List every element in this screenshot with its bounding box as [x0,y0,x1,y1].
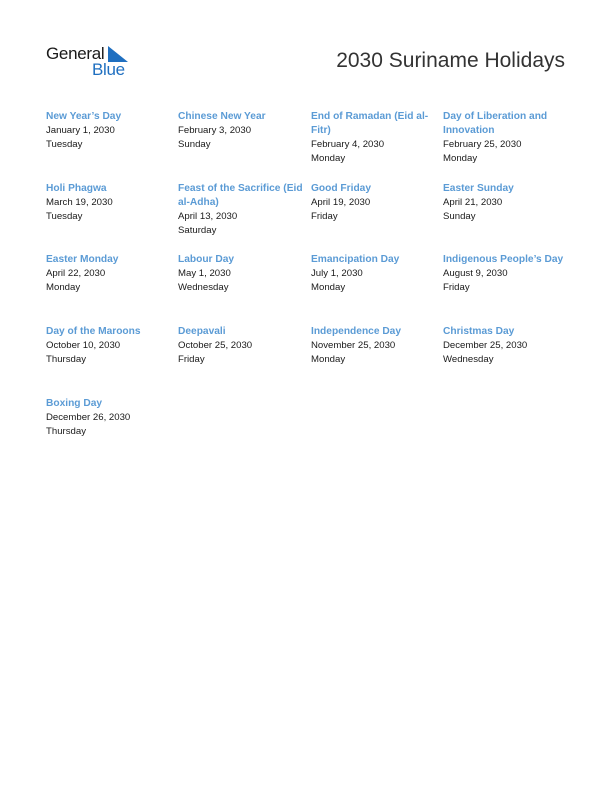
holiday-item [311,253,436,295]
holiday-name: Christmas Day [443,326,515,337]
holiday-name: Boxing Day [46,398,103,409]
holiday-date: March 19, 2030 [46,197,113,208]
holiday-date: November 25, 2030 [311,340,396,351]
holiday-item [178,253,303,295]
holiday-item [46,397,171,439]
holiday-weekday: Wednesday [443,354,494,365]
holiday-weekday: Monday [443,153,478,164]
holiday-date: April 22, 2030 [46,268,106,279]
holiday-item [46,110,171,152]
holiday-item [178,110,303,152]
holiday-date: October 25, 2030 [178,340,253,351]
holiday-date: January 1, 2030 [46,125,115,136]
holiday-weekday: Friday [178,354,205,365]
holiday-weekday: Monday [311,153,346,164]
holiday-weekday: Tuesday [46,139,83,150]
holiday-name: Holi Phagwa [46,183,107,194]
holiday-name: Independence Day [311,326,402,337]
holiday-date: December 26, 2030 [46,412,131,423]
logo-general-text: General [46,44,105,63]
holiday-weekday: Friday [311,211,338,222]
holiday-weekday: Wednesday [178,282,229,293]
holiday-name: End of Ramadan (Eid al-Fitr) [311,111,429,136]
holiday-item [311,182,436,224]
logo-blue-text: Blue [92,60,125,79]
holiday-item [178,182,303,238]
holiday-name: Easter Monday [46,254,119,265]
holiday-item [443,110,568,166]
holiday-name: Emancipation Day [311,254,400,265]
holiday-item [46,325,171,367]
holiday-name: Deepavali [178,326,226,337]
holiday-name: Day of the Maroons [46,326,141,337]
holiday-date: April 13, 2030 [178,211,238,222]
holiday-date: April 19, 2030 [311,197,371,208]
holiday-name: New Year’s Day [46,111,122,122]
holiday-name: Indigenous People’s Day [443,254,564,265]
page-title: 2030 Suriname Holidays [336,49,565,72]
holiday-date: February 4, 2030 [311,139,385,150]
holiday-date: February 3, 2030 [178,125,252,136]
holiday-name: Easter Sunday [443,183,514,194]
holiday-date: February 25, 2030 [443,139,522,150]
holiday-name: Chinese New Year [178,111,266,122]
holiday-date: December 25, 2030 [443,340,528,351]
holiday-weekday: Friday [443,282,470,293]
holiday-item [311,110,436,166]
holiday-name: Labour Day [178,254,235,265]
holiday-weekday: Monday [46,282,81,293]
holiday-item [46,182,171,224]
holiday-date: May 1, 2030 [178,268,231,279]
holiday-weekday: Saturday [178,225,217,236]
holiday-item [311,325,436,367]
holiday-name: Day of Liberation and Innovation [443,111,548,136]
holiday-date: August 9, 2030 [443,268,508,279]
holiday-weekday: Sunday [443,211,476,222]
holiday-item [443,253,573,295]
holiday-weekday: Monday [311,282,346,293]
holiday-date: April 21, 2030 [443,197,503,208]
holiday-weekday: Sunday [178,139,211,150]
holiday-date: October 10, 2030 [46,340,121,351]
holiday-weekday: Tuesday [46,211,83,222]
holiday-weekday: Thursday [46,426,86,437]
holiday-name: Feast of the Sacrifice (Eid al-Adha) [178,183,303,208]
holiday-name: Good Friday [311,183,371,194]
holiday-item [443,325,568,367]
holiday-item [443,182,568,224]
holiday-weekday: Monday [311,354,346,365]
holiday-weekday: Thursday [46,354,86,365]
holiday-item [46,253,171,295]
holiday-item [178,325,303,367]
logo [46,44,136,80]
holiday-date: July 1, 2030 [311,268,363,279]
